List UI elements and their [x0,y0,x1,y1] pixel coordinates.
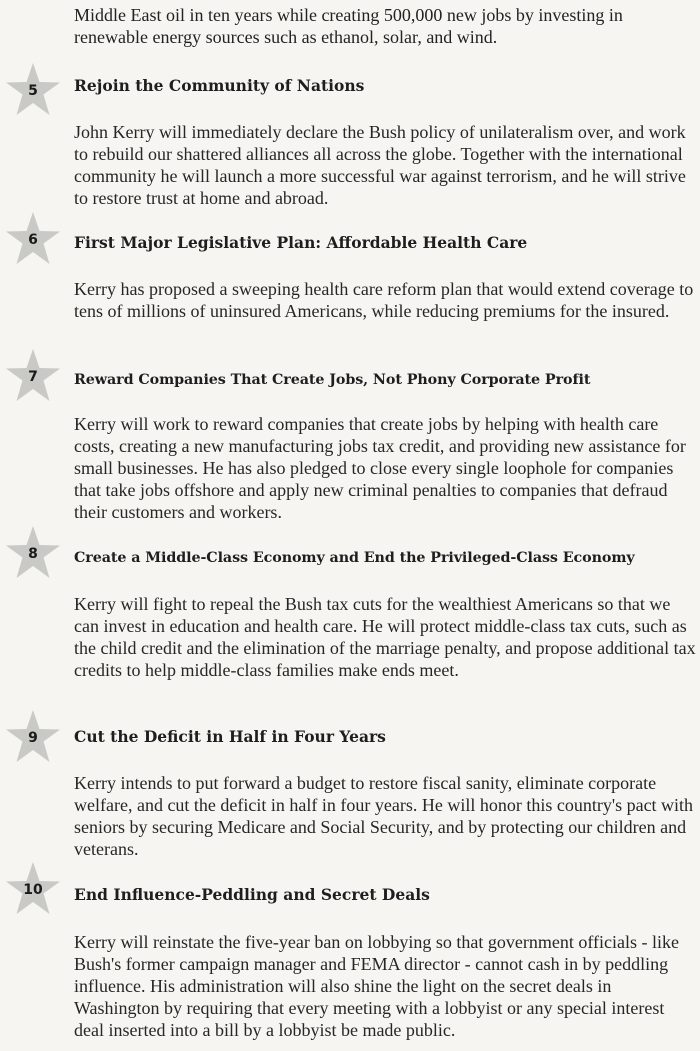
star-icon [4,709,62,765]
star-badge-7 [4,348,62,404]
star-number: 6 [28,232,38,248]
intro-paragraph: Middle East oil in ten years while creating 500,000 new jobs by investing in renewable energy sources such as ethanol, solar, and wind. [74,5,623,47]
star-badge-5 [4,62,62,118]
section-title: End Influence-Peddling and Secret Deals [74,885,430,904]
star-number: 5 [28,83,38,99]
section-title: Rejoin the Community of Nations [74,76,365,95]
section-body: John Kerry will immediately declare the Bush policy of unilateralism over, and work to rebuild our shattered alliances all across the globe. Together with the international community he will launch a more successful war against terrorism, and he will strive to restore trust at home and abroad. [74,122,686,208]
star-badge-6 [4,211,62,267]
section-body: Kerry intends to put forward a budget to restore fiscal sanity, eliminate corporate welfare, and cut the deficit in half in four years. He will honor this country's pact with seniors by securing Medicare and Social Security, and by protecting our children and veterans. [74,773,694,859]
star-badge-9 [4,709,62,765]
star-number: 10 [23,882,43,898]
star-icon [4,861,62,917]
star-icon [4,525,62,581]
section-body: Kerry will fight to repeal the Bush tax cuts for the wealthiest Americans so that we can invest in education and health care. He will protect middle-class tax cuts, such as the child credit and the elimination of the marriage penalty, and propose additional tax credits to help middle-class families make ends meet. [74,594,696,680]
section-body: Kerry will work to reward companies that create jobs by helping with health care costs, creating a new manufacturing jobs tax credit, and providing new assistance for small businesses. He has also pledged to close every single loophole for companies that take jobs offshore and apply new criminal penalties to companies that defraud their customers and workers. [74,414,686,522]
star-number: 8 [28,546,38,562]
section-title: Cut the Deficit in Half in Four Years [74,727,386,746]
star-number: 7 [28,369,38,385]
section-body: Kerry has proposed a sweeping health care reform plan that would extend coverage to tens of millions of uninsured Americans, while reducing premiums for the insured. [74,279,694,321]
section-title: Create a Middle-Class Economy and End the Privileged-Class Economy [74,550,635,566]
star-badge-8 [4,525,62,581]
star-icon [4,348,62,404]
star-badge-10 [4,861,62,917]
section-title: Reward Companies That Create Jobs, Not Phony Corporate Profit [74,372,591,388]
star-icon [4,211,62,267]
star-icon [4,62,62,118]
section-title: First Major Legislative Plan: Affordable Health Care [74,233,528,252]
star-number: 9 [28,730,38,746]
section-body: Kerry will reinstate the five-year ban on lobbying so that government officials - like Bush's former campaign manager and FEMA director - cannot cash in by peddling influence. His administration will also shine the light on the secret deals in Washington by requiring that every meeting with a lobbyist or any special interest deal inserted into a bill by a lobbyist be made public. [74,932,679,1040]
